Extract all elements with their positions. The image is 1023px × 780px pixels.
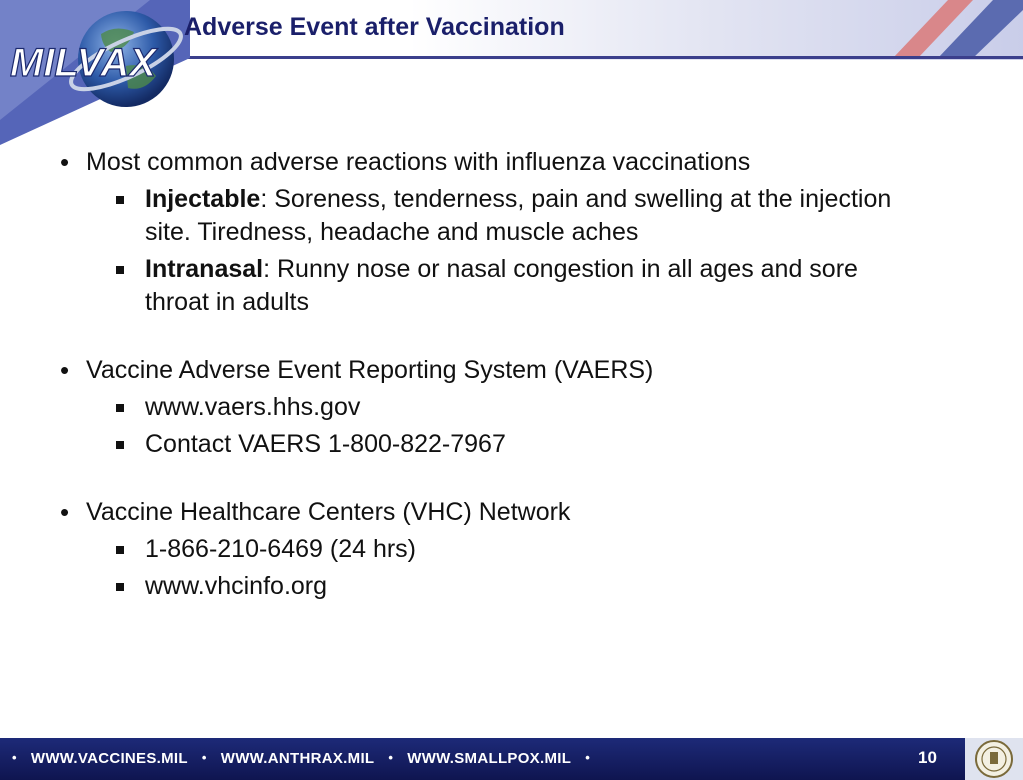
square-bullet-icon <box>116 196 124 204</box>
slide-footer <box>0 738 1023 780</box>
bullet-dot-icon: • <box>60 497 70 527</box>
sub-bullet-item: 1-866-210-6469 (24 hrs) <box>58 533 978 566</box>
section-vhc <box>58 495 978 603</box>
bullet-item: • Vaccine Adverse Event Reporting System (VAERS) <box>60 355 654 385</box>
square-bullet-icon <box>116 266 124 274</box>
bullet-item: • Vaccine Healthcare Centers (VHC) Network <box>60 497 571 527</box>
flag-stripes-graphic <box>853 0 1023 58</box>
svg-text:MILVAX: MILVAX <box>10 41 156 85</box>
square-bullet-icon <box>116 404 124 412</box>
slide-body <box>58 145 978 603</box>
seal-emblem <box>965 738 1023 780</box>
footer-link-anthrax[interactable]: WWW.ANTHRAX.MIL <box>220 750 375 767</box>
milvax-logo <box>6 4 184 116</box>
bullet-dot-icon: • <box>60 355 70 385</box>
square-bullet-icon <box>116 441 124 449</box>
bullet-dot-icon: • <box>60 147 70 177</box>
bullet-item: • Most common adverse reactions with influenza vaccinations <box>60 147 751 177</box>
square-bullet-icon <box>116 583 124 591</box>
sub-bullet-item: Injectable: Soreness, tenderness, pain and swelling at the injection site. Tiredness, headache and muscle aches <box>58 183 978 249</box>
footer-link-vaccines[interactable]: WWW.VACCINES.MIL <box>30 750 188 767</box>
slide-title: Adverse Event after Vaccination <box>184 13 565 41</box>
section-vaers <box>58 353 978 461</box>
vaers-link[interactable]: www.vaers.hhs.gov <box>145 393 361 421</box>
sub-bullet-item <box>58 570 978 603</box>
sub-bullet-item: Contact VAERS 1-800-822-7967 <box>58 428 978 461</box>
page-number: 10 <box>918 748 937 767</box>
footer-link-smallpox[interactable]: WWW.SMALLPOX.MIL <box>407 750 572 767</box>
sub-bullet-item: Intranasal: Runny nose or nasal congestion in all ages and sore throat in adults <box>58 253 978 319</box>
square-bullet-icon <box>116 546 124 554</box>
section-adverse-reactions <box>58 145 978 319</box>
footer-links: • WWW.VACCINES.MIL • WWW.ANTHRAX.MIL • WWW.SMALLPOX.MIL • <box>12 750 591 767</box>
vhc-link[interactable]: www.vhcinfo.org <box>145 572 328 600</box>
sub-bullet-item <box>58 391 978 424</box>
